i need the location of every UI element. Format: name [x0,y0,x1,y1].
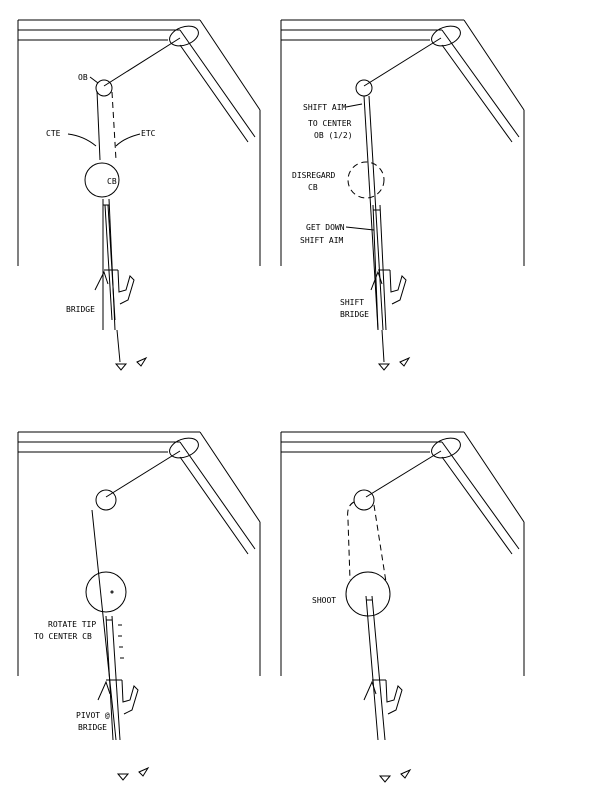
etc-label: ETC [141,129,156,138]
cue-stick [103,199,115,330]
shoot-label: SHOOT [312,596,337,605]
panel-4 [281,432,524,782]
object-ball [354,490,374,510]
bridge-label: BRIDGE [78,723,107,732]
object-ball [96,490,116,510]
aim-line [104,38,180,86]
cte-line [97,91,100,160]
eye-marks [116,358,146,370]
panel-3 [18,432,260,780]
shift-label: SHIFT [340,298,365,307]
bridge-hand [95,270,134,304]
disregard-label: DISREGARD [292,171,336,180]
cue-ball [346,572,390,616]
aim-line [364,38,441,86]
panel-2 [281,20,524,370]
pivot-label: PIVOT @ [76,711,110,720]
cte-label: CTE [46,129,61,138]
eye-marks [118,768,148,780]
rotation-ticks [118,625,124,658]
cue-stick [366,596,385,740]
etc-line [112,92,116,160]
ghost-path [348,502,386,582]
eye-marks [380,770,410,782]
to-center-cb-label: TO CENTER CB [34,632,92,641]
disregarded-cue-ball [348,162,384,198]
object-ball [356,80,372,96]
aim-line [106,451,180,497]
cb-label: CB [107,177,117,186]
ob-label: OB [78,73,88,82]
get-down-label: GET DOWN [306,223,345,232]
ob-half-label: OB (1/2) [314,131,353,140]
shift-aim-2-label: SHIFT AIM [300,236,344,245]
bridge-label: BRIDGE [340,310,369,319]
aim-line [366,451,441,497]
to-center-label: TO CENTER [308,119,352,128]
cue-ball [86,572,126,612]
bridge-hand [364,680,402,714]
object-ball [96,80,112,96]
cb-label: CB [308,183,318,192]
rotate-tip-label: ROTATE TIP [48,620,97,629]
panel-1 [18,20,260,370]
table-rails [18,20,260,266]
table-rails [281,432,524,676]
bridge-label: BRIDGE [66,305,95,314]
cue-stick [106,616,120,740]
shift-aim-label: SHIFT AIM [303,103,347,112]
